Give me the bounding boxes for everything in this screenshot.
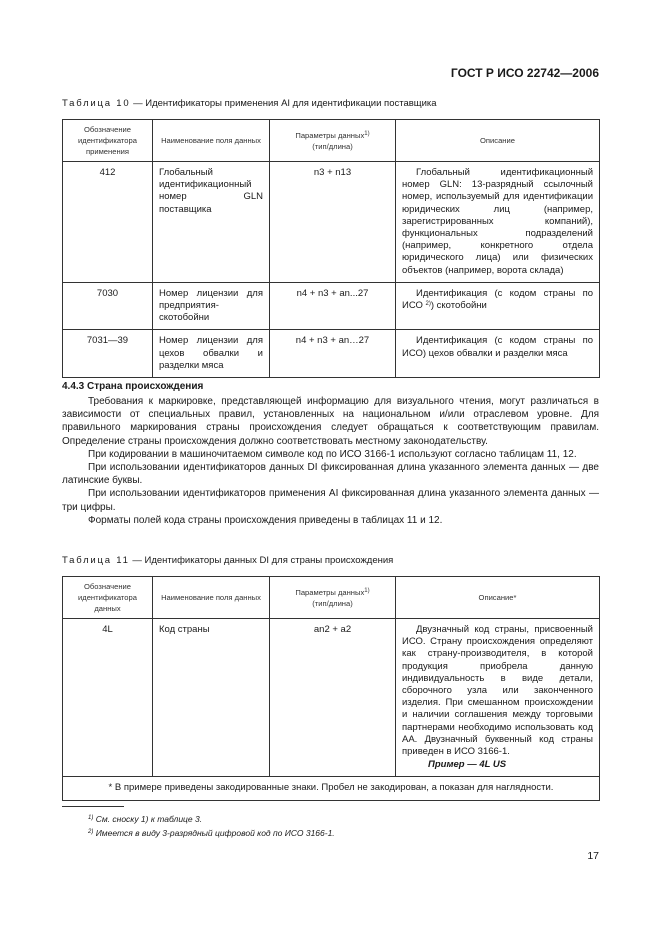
table-row: [63, 619, 600, 777]
page-number: 17: [587, 850, 599, 862]
table11-col-desc: Описание*: [396, 577, 600, 619]
footnote: [88, 814, 202, 824]
table10-header-row: [63, 120, 600, 162]
table-row: [63, 330, 600, 378]
section-body: [62, 395, 599, 527]
table10-col-params-b: (тип/длина): [312, 141, 353, 151]
table11-caption: [62, 555, 393, 566]
paragraph: При использовании идентификаторов данных DI фиксированная длина указанного элемента данных — две латинские буквы.: [62, 462, 599, 487]
paragraph: Форматы полей кода страны происхождения приведены в таблицах 11 и 12.: [88, 514, 443, 526]
row-params: n4 + n3 + an...27: [270, 282, 396, 330]
table-note: * В примере приведены закодированные знаки. Пробел не закодирован, а показан для наглядности.: [63, 777, 600, 800]
row-params: an2 + a2: [270, 619, 396, 777]
section-title: 4.4.3 Страна происхождения: [62, 381, 204, 392]
table-row: [63, 162, 600, 283]
table-11: [62, 576, 600, 801]
row-desc-b: ) скотобойни: [430, 300, 487, 312]
row-desc-text: Двузначный код страны, присвоенный ИСО. Страну происхождения определяют как страну-производителя, в которой продукция приобрела данную индивидуальность в виде детали, сборочного узла или законченного изделия. При смешанном происхождении и наличии соглашения между торговыми партнерами необходимо использовать код АА. Двузначный буквенный код страны приведен в ИСО 3166-1.: [402, 624, 593, 758]
footnote-mark: 2): [88, 829, 94, 835]
example-text: Пример — 4L US: [428, 759, 507, 771]
row-name: Номер лицензии для цехов обвалки и разделки мяса: [153, 330, 270, 378]
row-id: 412: [63, 162, 153, 283]
table11-col-params-b: (тип/длина): [312, 598, 353, 608]
row-name: Код страны: [153, 619, 270, 777]
row-id: 4L: [63, 619, 153, 777]
table10-col-params-a: Параметры данных: [295, 130, 365, 140]
table11-col-params-a: Параметры данных: [295, 587, 365, 597]
table10-col-id: Обозначение идентификатора применения: [63, 120, 153, 162]
table11-col-name: Наименование поля данных: [153, 577, 270, 619]
row-name: Номер лицензии для предприятия-скотобойни: [153, 282, 270, 330]
row-id: 7030: [63, 282, 153, 330]
paragraph: При кодировании в машиночитаемом символе код по ИСО 3166-1 используют согласно таблицам 11, 12.: [88, 448, 577, 460]
footnote: [88, 828, 335, 838]
table-row: [63, 282, 600, 330]
table11-header-row: [63, 577, 600, 619]
table11-caption-text: — Идентификаторы данных DI для страны происхождения: [129, 555, 394, 566]
footnote-divider: [62, 806, 124, 807]
footnote-ref-1: 1): [364, 130, 370, 137]
table10-caption-prefix: Таблица 10: [62, 98, 131, 109]
row-params: n4 + n3 + an…27: [270, 330, 396, 378]
row-desc: Глобальный идентификационный номер GLN: 13-разрядный ссылочный номер, используемый для идентификации юридических лиц (например, зарегистрированных компаний), функциональных подразделений (например, конкретного отдела юридического лица) или физических объектов (например, ворота склада): [396, 162, 600, 283]
row-desc: [396, 282, 600, 330]
table10-col-name: Наименование поля данных: [153, 120, 270, 162]
table10-caption: [62, 98, 437, 109]
table10-caption-text: — Идентификаторы применения AI для идентификации поставщика: [130, 98, 437, 109]
footnote-ref-2: 2): [425, 301, 431, 308]
footnote-ref-1: 1): [364, 587, 370, 594]
row-id: 7031—39: [63, 330, 153, 378]
table11-caption-prefix: Таблица 11: [62, 555, 130, 566]
footnote-text: Имеется в виду 3-разрядный цифровой код по ИСО 3166-1.: [95, 828, 335, 838]
footnote-text: См. сноску 1) к таблице 3.: [95, 814, 203, 824]
table-10: [62, 119, 600, 378]
row-desc: [396, 619, 600, 777]
row-params: n3 + n13: [270, 162, 396, 283]
table10-col-params: [270, 120, 396, 162]
table10-col-desc: Описание: [396, 120, 600, 162]
document-id: ГОСТ Р ИСО 22742—2006: [450, 66, 599, 80]
row-name: Глобальный идентификационный номер GLN поставщика: [153, 162, 270, 283]
row-desc: Идентификация (с кодом страны по ИСО) цехов обвалки и разделки мяса: [396, 330, 600, 378]
paragraph: При использовании идентификаторов применения AI фиксированная длина указанного элемента данных — три цифры.: [62, 488, 599, 513]
footnote-mark: 1): [88, 815, 94, 821]
table-note-row: [63, 777, 600, 800]
row-desc-a: Идентификация (с кодом страны по ИСО: [402, 287, 593, 312]
table11-col-id: Обозначение идентификатора данных: [63, 577, 153, 619]
paragraph: Требования к маркировке, представляющей информацию для визуального чтения, могут различаться в зависимости от специальных правил, установленных на национальном и/или отраслевом уровне. Для правильного маркирования страны происхождения следует обращаться к соответствующим правилам. Определение страны происхождения должно соответствовать местному законодательству.: [62, 396, 599, 447]
table11-col-params: [270, 577, 396, 619]
